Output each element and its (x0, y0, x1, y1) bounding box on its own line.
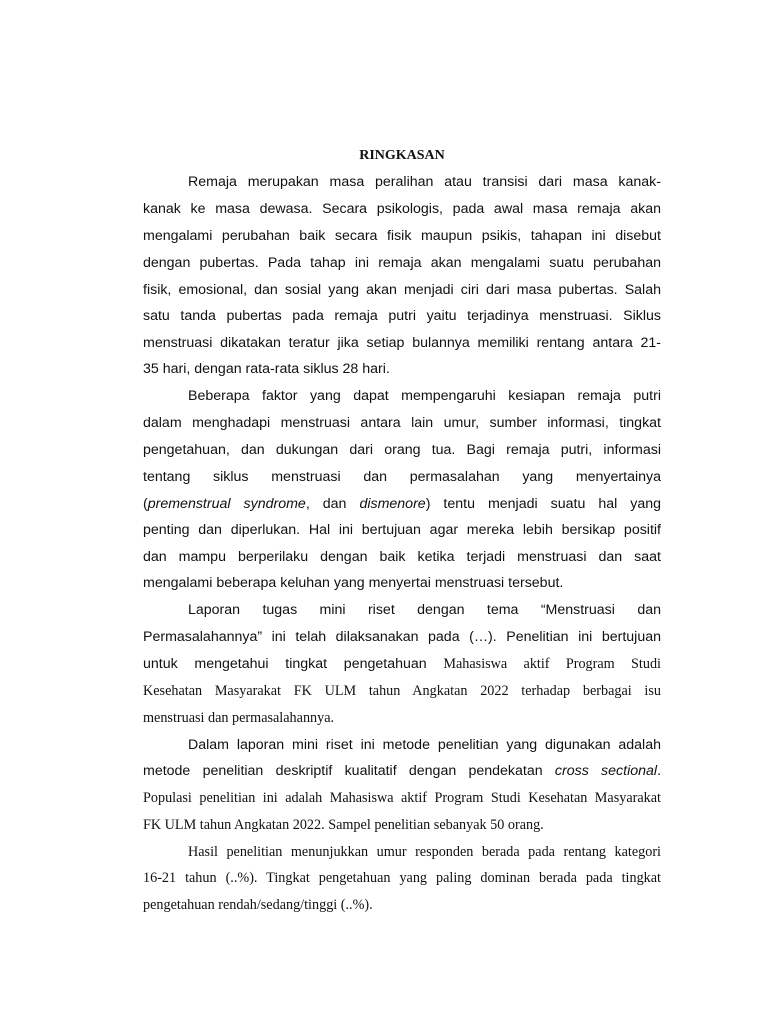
paragraph-line: menstruasi dan permasalahannya. (143, 710, 335, 726)
paragraph-line (143, 761, 661, 781)
text-run: ( (143, 496, 148, 512)
paragraph-line: Dalam laporan mini riset ini metode penelitian yang digunakan adalah (188, 737, 661, 753)
paragraph-line: tentang siklus menstruasi dan permasalahan yang menyertainya (143, 469, 661, 485)
paragraph-line: pengetahuan rendah/sedang/tinggi (..%). (143, 897, 373, 913)
text-run: , dan (305, 496, 360, 512)
paragraph-line: menstruasi dikatakan teratur jika setiap bulannya memiliki rentang antara 21- (143, 335, 661, 351)
text-run: untuk mengetahui tingkat pengetahuan (143, 656, 444, 672)
paragraph-line: Beberapa faktor yang dapat mempengaruhi kesiapan remaja putri (188, 388, 661, 404)
paragraph-line: pengetahuan, dan dukungan dari orang tua. Bagi remaja putri, informasi (143, 442, 661, 458)
paragraph-line: 16-21 tahun (..%). Tingkat pengetahuan yang paling dominan berada pada tingkat (143, 870, 661, 886)
paragraph-line: Laporan tugas mini riset dengan tema “Menstruasi dan (188, 602, 661, 618)
paragraph-line: FK ULM tahun Angkatan 2022. Sampel penelitian sebanyak 50 orang. (143, 817, 544, 833)
page-title: RINGKASAN (359, 148, 445, 163)
paragraph-line: dan mampu berperilaku dengan baik ketika terjadi menstruasi dan saat (143, 549, 661, 565)
paragraph-line: Remaja merupakan masa peralihan atau transisi dari masa kanak- (188, 174, 661, 190)
text-run-serif: Mahasiswa aktif Program Studi (443, 656, 661, 672)
paragraph-line: 35 hari, dengan rata-rata siklus 28 hari. (143, 361, 390, 377)
paragraph-line: mengalami perubahan baik secara fisik maupun psikis, tahapan ini disebut (143, 228, 661, 244)
paragraph-line: dengan pubertas. Pada tahap ini remaja akan mengalami suatu perubahan (143, 255, 661, 271)
paragraph-line: dalam menghadapi menstruasi antara lain umur, sumber informasi, tingkat (143, 415, 661, 431)
italic-term: cross sectional (554, 763, 658, 779)
paragraph-line: Permasalahannya” ini telah dilaksanakan pada (…). Penelitian ini bertujuan (143, 629, 661, 645)
paragraph-line: Populasi penelitian ini adalah Mahasiswa aktif Program Studi Kesehatan Masyarakat (143, 790, 661, 806)
paragraph-line: satu tanda pubertas pada remaja putri yaitu terjadinya menstruasi. Siklus (143, 308, 661, 324)
paragraph-line: Hasil penelitian menunjukkan umur responden berada pada rentang kategori (188, 844, 661, 860)
paragraph-line: penting dan diperlukan. Hal ini bertujuan agar mereka lebih bersikap positif (143, 522, 661, 538)
italic-term: premenstrual syndrome (147, 496, 306, 512)
paragraph-line (143, 494, 661, 514)
text-run: metode penelitian deskriptif kualitatif dengan pendekatan (143, 763, 555, 779)
paragraph-line: kanak ke masa dewasa. Secara psikologis, pada awal masa remaja akan (143, 201, 661, 217)
italic-term: dismenore (359, 496, 426, 512)
paragraph-line: mengalami beberapa keluhan yang menyertai menstruasi tersebut. (143, 575, 564, 591)
text-run: ) tentu menjadi suatu hal yang (425, 496, 662, 512)
paragraph-line: Kesehatan Masyarakat FK ULM tahun Angkatan 2022 terhadap berbagai isu (143, 683, 661, 699)
paragraph-line (143, 654, 661, 674)
text-run: . (657, 763, 662, 779)
paragraph-line: fisik, emosional, dan sosial yang akan menjadi ciri dari masa pubertas. Salah (143, 282, 661, 298)
